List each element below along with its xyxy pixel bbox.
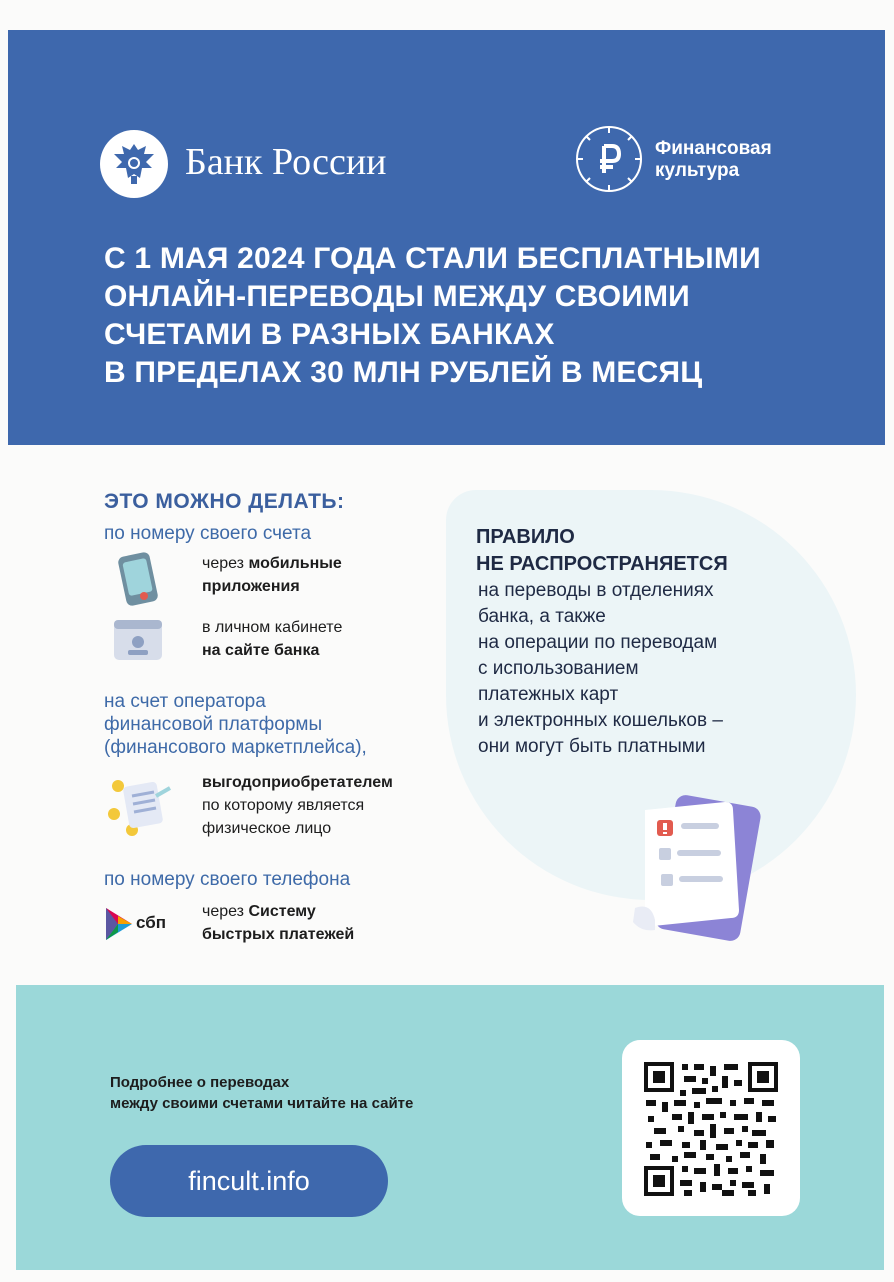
- document-warning-icon: [605, 790, 765, 950]
- mobile-apps-text: через мобильные приложения: [202, 555, 342, 595]
- sbp-text: через Систему быстрых платежей: [202, 903, 355, 943]
- qr-code[interactable]: [622, 1040, 800, 1216]
- ruble-clock-icon: [574, 124, 644, 194]
- bank-name: Банк России: [185, 141, 387, 183]
- financial-culture-logo-text: Финансовая культура: [655, 138, 772, 181]
- more-info-text: Подробнее о переводах между своими счетами читайте на сайте: [110, 1074, 414, 1112]
- headline: С 1 МАЯ 2024 ГОДА СТАЛИ БЕСПЛАТНЫМИ ОНЛАЙН-ПЕРЕВОДЫ МЕЖДУ СВОИМИ СЧЕТАМИ В РАЗНЫХ БАНКАХ В ПРЕДЕЛАХ 30 МЛН РУБЛЕЙ В МЕСЯЦ: [104, 242, 761, 389]
- bank-of-russia-emblem-icon: [100, 130, 168, 198]
- mobile-phone-icon: [110, 550, 166, 608]
- browser-window-icon: [112, 618, 164, 662]
- beneficiary-text: выгодоприобретателем по которому является физическое лицо: [202, 774, 393, 837]
- operator-label: на счет оператора финансовой платформы (финансового маркетплейса),: [104, 691, 367, 758]
- bank-site-text: в личном кабинете на сайте банка: [202, 619, 343, 659]
- marketplace-document-icon: [104, 772, 176, 838]
- fincult-link-button[interactable]: fincult.info: [110, 1145, 388, 1217]
- by-phone-label: по номеру своего телефона: [104, 869, 351, 890]
- rule-body: на переводы в отделениях банка, а также на операции по переводам с использованием платежных карт и электронных кошельков – они могут быть платными: [478, 580, 723, 757]
- can-do-title: ЭТО МОЖНО ДЕЛАТЬ:: [104, 490, 345, 513]
- by-account-label: по номеру своего счета: [104, 523, 312, 544]
- sbp-logo-text: сбп: [136, 913, 166, 932]
- sbp-logo-icon: [104, 906, 134, 942]
- rule-title: ПРАВИЛО НЕ РАСПРОСТРАНЯЕТСЯ: [476, 526, 728, 575]
- qr-code-icon: [644, 1062, 778, 1196]
